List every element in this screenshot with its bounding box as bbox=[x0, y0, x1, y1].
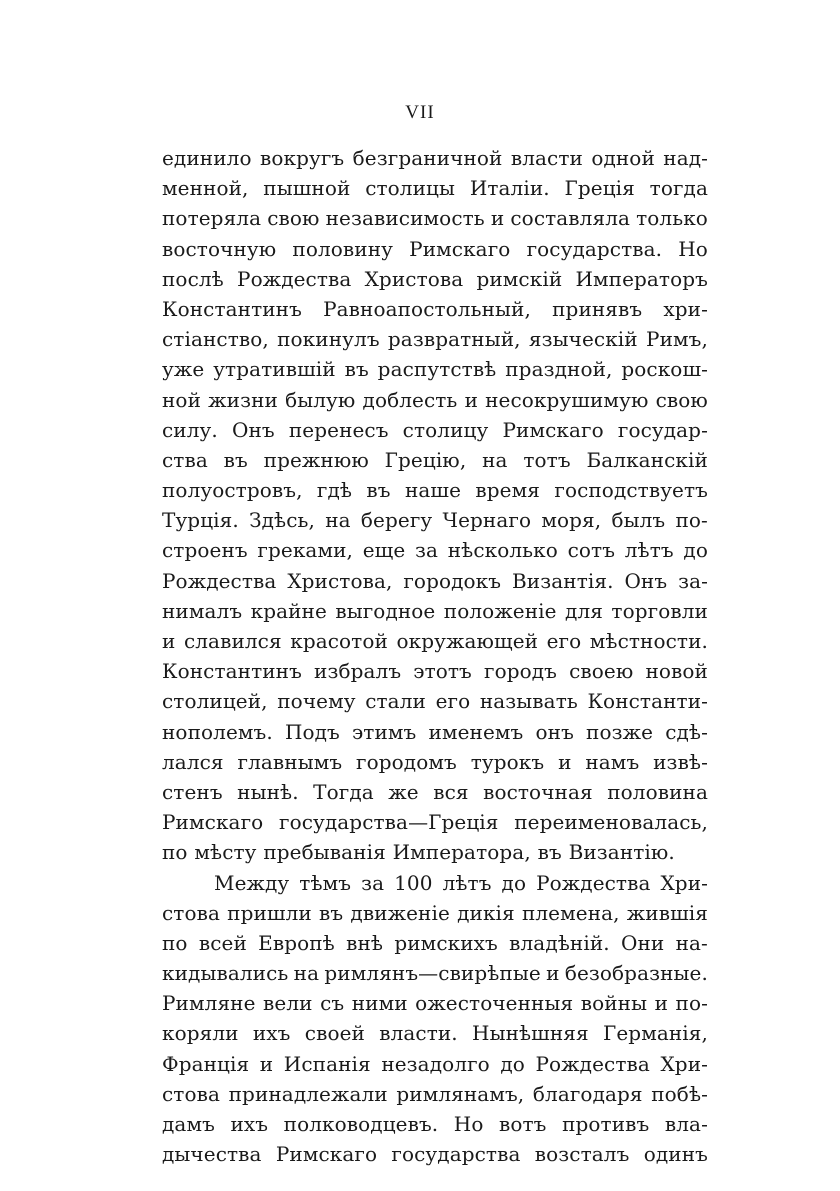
text-line: по мѣсту пребыванія Императора, въ Византію. bbox=[162, 840, 675, 865]
text-line: потеряла свою независимость и составляла только bbox=[162, 206, 708, 231]
text-line: Франція и Испанія незадолго до Рождества Хри- bbox=[162, 1051, 708, 1076]
text-body bbox=[162, 143, 708, 1169]
text-line: и славился красотой окружающей его мѣстности. bbox=[162, 629, 708, 653]
text-line: Римскаго государства—Греція переименовалась, bbox=[162, 810, 708, 835]
text-line: Константинъ Равноапостольный, принявъ хри- bbox=[162, 296, 708, 321]
text-line: строенъ греками, еще за нѣсколько сотъ лѣтъ до bbox=[162, 538, 708, 563]
text-line: кидывались на римлянъ—свирѣпые и безобразные. bbox=[162, 961, 708, 986]
text-line: послѣ Рождества Христова римскій Императоръ bbox=[162, 266, 708, 291]
text-line: Константинъ избралъ этотъ городъ своею новой bbox=[162, 659, 708, 684]
text-line: Между тѣмъ за 100 лѣтъ до Рождества Хри- bbox=[214, 870, 708, 895]
text-line: полуостровъ, гдѣ въ наше время господствуетъ bbox=[162, 478, 708, 503]
text-line: восточную половину Римскаго государства. Но bbox=[162, 236, 708, 261]
text-line: нополемъ. Подъ этимъ именемъ онъ позже сдѣ- bbox=[162, 719, 708, 744]
text-line: стіанство, покинулъ развратный, языческій Римъ, bbox=[162, 327, 708, 352]
page-number: VII bbox=[405, 102, 435, 123]
text-line: столицей, почему стали его называть Константи- bbox=[162, 689, 708, 714]
text-line: Турція. Здѣсь, на берегу Чернаго моря, былъ по- bbox=[162, 508, 708, 533]
text-line: Рождества Христова, городокъ Византія. Онъ за- bbox=[162, 568, 708, 593]
text-line: уже утратившій въ распутствѣ праздной, роскош- bbox=[162, 357, 708, 382]
text-line: Римляне вели съ ними ожесточенныя войны и по- bbox=[162, 991, 708, 1016]
text-line: силу. Онъ перенесъ столицу Римскаго государ- bbox=[162, 417, 708, 442]
text-line: коряли ихъ своей власти. Нынѣшняя Германія, bbox=[162, 1021, 708, 1046]
text-line: стова пришли въ движеніе дикія племена, жившія bbox=[162, 900, 708, 925]
text-line: ства въ прежнюю Грецію, на тотъ Балканскій bbox=[162, 447, 708, 472]
text-line: менной, пышной столицы Италіи. Греція тогда bbox=[162, 176, 708, 201]
text-line: стенъ нынѣ. Тогда же вся восточная половина bbox=[162, 779, 708, 804]
text-line: стова принадлежали римлянамъ, благодаря побѣ- bbox=[162, 1081, 708, 1106]
text-line: единило вокругъ безграничной власти одной над- bbox=[162, 146, 708, 170]
text-line: дамъ ихъ полководцевъ. Но вотъ противъ вла- bbox=[162, 1112, 708, 1136]
text-line: ной жизни былую доблесть и несокрушимую свою bbox=[162, 387, 708, 412]
text-line: по всей Европѣ внѣ римскихъ владѣній. Они на- bbox=[162, 930, 708, 955]
text-line: дычества Римскаго государства возсталъ одинъ bbox=[162, 1142, 708, 1167]
text-line: нималъ крайне выгодное положеніе для торговли bbox=[162, 598, 708, 623]
text-line: лался главнымъ городомъ турокъ и намъ извѣ- bbox=[162, 749, 708, 774]
